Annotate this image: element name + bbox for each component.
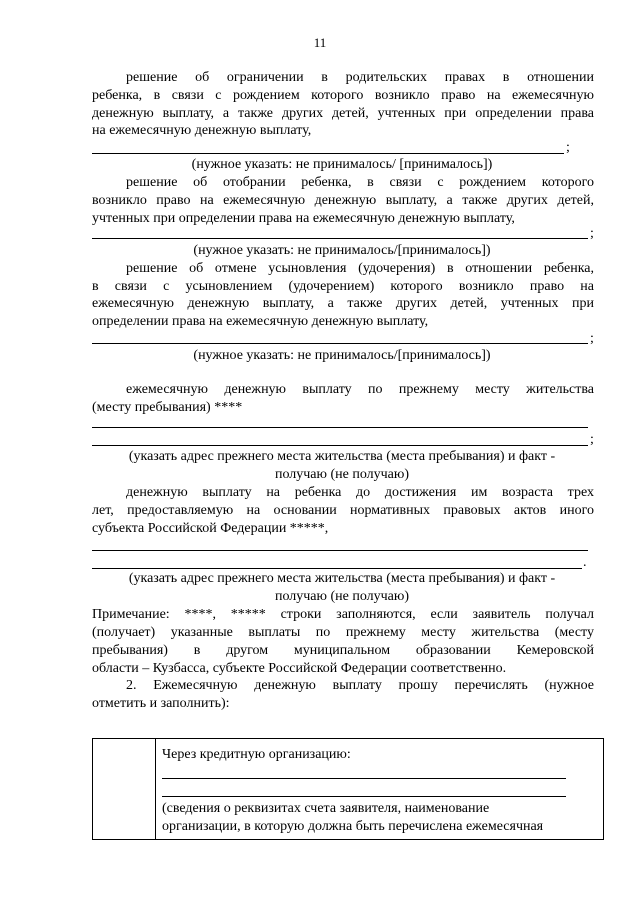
para1-line: решение об ограничении в родительских правах в отношении: [126, 70, 594, 85]
hint-address: получаю (не получаю): [274, 467, 410, 482]
hint-accepted: (нужное указать: не принималось/[принималось]): [193, 243, 491, 258]
hint-address: (указать адрес прежнего места жительства (места пребывания) и факт -: [128, 571, 556, 586]
hint-address: (указать адрес прежнего места жительства (места пребывания) и факт -: [128, 449, 556, 464]
note-line: области – Кузбасса, субъекте Российской Федерации соответственно.: [92, 661, 507, 676]
para5-line: субъекта Российской Федерации *****,: [92, 521, 329, 536]
option-checkbox-cell[interactable]: [93, 739, 156, 840]
fill-line: [92, 568, 582, 569]
option-hint-line: (сведения о реквизитах счета заявителя, наименование: [162, 801, 490, 816]
para4-line: (месту пребывания) ****: [92, 400, 243, 415]
period: .: [583, 555, 587, 570]
hint-accepted: (нужное указать: не принималось/[принималось]): [193, 348, 491, 363]
option-details-cell: [156, 739, 604, 840]
para1-line: на ежемесячную денежную выплату,: [92, 123, 312, 138]
para2-line: возникло право на ежемесячную денежную выплату, а также других детей,: [92, 193, 594, 208]
fill-line: [92, 153, 564, 154]
para3-line: определении права на ежемесячную денежную выплату,: [92, 314, 429, 329]
fill-line[interactable]: [162, 796, 566, 797]
para4-line: ежемесячную денежную выплату по прежнему месту жительства: [126, 382, 594, 397]
page-number: 11: [313, 35, 327, 50]
fill-line[interactable]: [162, 778, 566, 779]
fill-line: [92, 445, 588, 446]
fill-line: [92, 343, 588, 344]
para3-line: ежемесячную денежную выплату, а также других детей, учтенных при: [92, 296, 594, 311]
para2-line: решение об отобрании ребенка, в связи с рождением которого: [126, 175, 594, 190]
semicolon: ;: [590, 432, 594, 447]
para6-line: отметить и заполнить):: [92, 696, 230, 711]
hint-accepted: (нужное указать: не принималось/ [принималось]): [191, 157, 493, 172]
note-line: пребывания) в другом муниципальном образовании Кемеровской: [92, 643, 594, 658]
para1-line: денежную выплату, а также других детей, учтенных при определении права: [92, 106, 594, 121]
para3-line: решение об отмене усыновления (удочерения) в отношении ребенка,: [126, 261, 594, 276]
fill-line: [92, 238, 588, 239]
payment-option-row: [93, 739, 604, 840]
para6-line: 2. Ежемесячную денежную выплату прошу перечислять (нужное: [126, 678, 594, 693]
option-title: Через кредитную организацию:: [162, 747, 351, 762]
payment-options-table: [92, 738, 604, 840]
para3-line: в связи с усыновлением (удочерением) которого возникло право на: [92, 279, 594, 294]
semicolon: ;: [590, 331, 594, 346]
para5-line: лет, предоставляемую на основании нормативных правовых актов иного: [92, 503, 594, 518]
para2-line: учтенных при определении права на ежемесячную денежную выплату,: [92, 211, 515, 226]
note-line: Примечание: ****, ***** строки заполняются, если заявитель получал: [92, 607, 594, 622]
para1-line: ребенка, в связи с рождением которого возникло право на ежемесячную: [92, 88, 594, 103]
option-hint-line: организации, в которую должна быть перечислена ежемесячная: [162, 819, 544, 834]
fill-line: [92, 550, 588, 551]
hint-address: получаю (не получаю): [274, 589, 410, 604]
semicolon: ;: [566, 140, 570, 155]
semicolon: ;: [590, 226, 594, 241]
para5-line: денежную выплату на ребенка до достижения им возраста трех: [126, 485, 594, 500]
note-line: (получает) указанные выплаты по прежнему месту жительства (месту: [92, 625, 594, 640]
fill-line: [92, 427, 588, 428]
